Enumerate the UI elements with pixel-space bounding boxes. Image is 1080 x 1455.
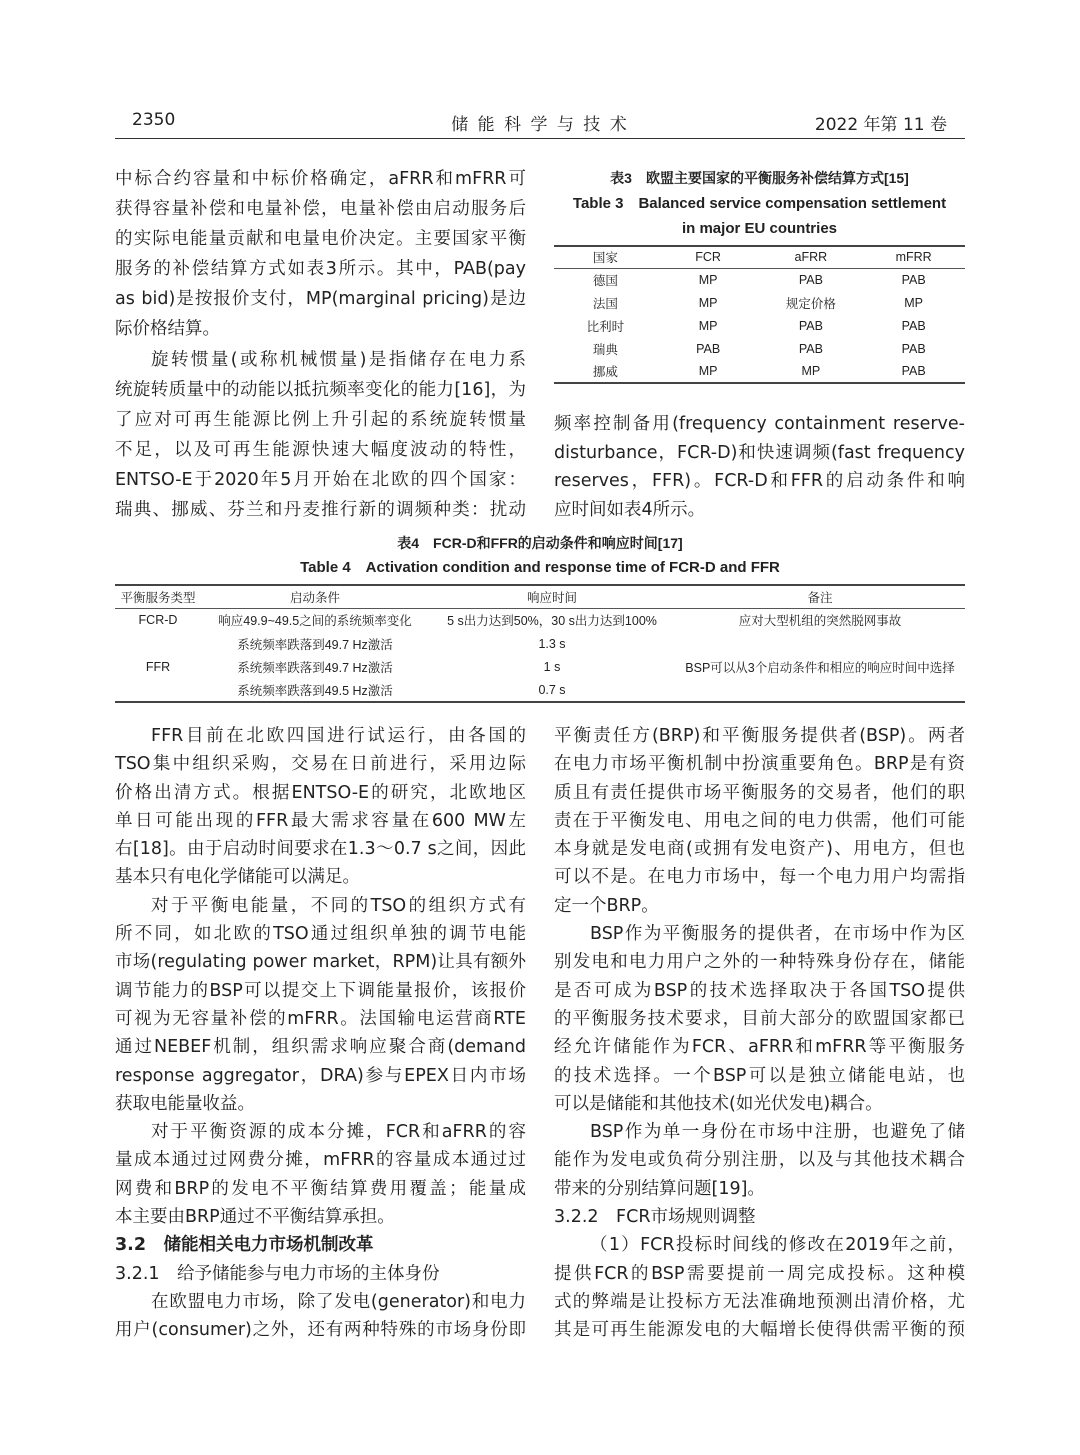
cell-note: 应对大型机组的突然脱网事故: [738, 614, 902, 629]
table-row: [554, 337, 965, 360]
table3-cell: PAB: [798, 341, 823, 356]
table3-cell: PAB: [798, 318, 823, 333]
table3-cell: MP: [801, 364, 821, 378]
header-rule: [115, 138, 965, 139]
table3-cell: MP: [904, 295, 923, 310]
table3-cell: MP: [698, 295, 718, 310]
text-line: 不足，以及可再生能源快速大幅度波动的特性，: [115, 439, 526, 460]
cell-condition: 系统频率跌落到49.7 Hz激活: [237, 637, 393, 652]
text-line: 别发电和电力用户之外的一种特殊身份存在，储能: [554, 952, 965, 973]
table4-caption-cn: 表4 FCR-D和FFR的启动条件和响应时间[17]: [397, 535, 683, 551]
table3-caption-cn: 表3 欧盟主要国家的平衡服务补偿结算方式[15]: [610, 170, 909, 186]
text-line: 服务的补偿结算方式如表3所示。其中，PAB(pay: [115, 259, 526, 280]
table3-cell: 德国: [592, 273, 618, 288]
text-line: 的平衡服务技术要求，目前大部分的欧盟国家都已: [554, 1008, 965, 1029]
text-line: 了应对可再生能源比例上升引起的系统旋转惯量: [115, 409, 526, 430]
right-column-top: [554, 410, 965, 525]
text-line: 经允许储能作为FCR、aFRR和mFRR等平衡服务: [554, 1037, 965, 1058]
table3-cell: MP: [698, 272, 718, 287]
section-heading: 3.2.2 FCR市场规则调整: [554, 1207, 756, 1228]
cell-type: FFR: [145, 659, 171, 674]
cell-response: 0.7 s: [538, 682, 566, 697]
table3-cell: PAB: [696, 341, 721, 356]
text-line: 式的弊端是让投标方无法准确地预测出清价格，尤: [554, 1291, 965, 1312]
issue-label: 2022 年第 11 卷: [814, 115, 947, 135]
text-line: 应时间如表4所示。: [554, 500, 706, 521]
page-number: 2350: [132, 110, 176, 130]
table4-header: 平衡服务类型: [120, 590, 196, 605]
table3-cell: PAB: [901, 364, 926, 378]
table3-cell: 挪威: [592, 365, 618, 379]
right-column-bottom: [554, 722, 965, 1345]
table3-cell: MP: [698, 318, 718, 333]
cell-condition: 响应49.9~49.5之间的系统频率变化: [218, 614, 412, 629]
table3-header-row: [554, 246, 965, 268]
journal-title: 储 能 科 学 与 技 术: [451, 115, 629, 135]
table3-cell: PAB: [901, 341, 926, 356]
table3-cell: 规定价格: [785, 296, 836, 311]
text-line: 网费和BRP的发电不平衡结算费用覆盖；能量成: [115, 1178, 526, 1199]
table4-header: 响应时间: [526, 590, 577, 605]
table3-cell: PAB: [901, 272, 926, 287]
table4-header: 备注: [807, 590, 833, 605]
text-line: TSO集中组织采购，交易在日前进行，采用边际: [115, 754, 526, 775]
text-line: 对于平衡资源的成本分摊，FCR和aFRR的容: [151, 1122, 526, 1143]
table-row: [554, 268, 965, 291]
table-row: [554, 314, 965, 337]
table3-cell: 比利时: [586, 319, 625, 334]
table3-caption-en: Table 3 Balanced service compensation settlement: [572, 195, 947, 212]
text-line: 单日可能出现的FFR最大需求容量在600 MW左: [115, 810, 526, 831]
text-line: 的实际电能量贡献和电量电价决定。主要国家平衡: [115, 229, 526, 250]
text-line: 本身就是发电商(或拥有发电资产)、用电方，但也: [554, 839, 965, 860]
text-line: 对于平衡电能量，不同的TSO的组织方式有: [151, 895, 526, 916]
text-line: 本主要由BRP通过不平衡结算承担。: [115, 1207, 395, 1228]
text-line: BSP作为单一身份在市场中注册，也避免了储: [590, 1122, 965, 1143]
text-line: 在欧盟电力市场，除了发电(generator)和电力: [151, 1291, 526, 1312]
text-line: 是否可成为BSP的技术选择取决于各国TSO提供: [554, 980, 965, 1001]
text-line: BSP作为平衡服务的提供者，在市场中作为区: [590, 924, 965, 945]
text-line: 瑞典、挪威、芬兰和丹麦推行新的调频种类：扰动: [115, 500, 526, 521]
text-line: 能作为发电或负荷分别注册，以及与其他技术耦合: [554, 1150, 965, 1171]
text-line: 市场(regulating power market，RPM)让具有额外: [115, 952, 526, 973]
cell-condition: 系统频率跌落到49.5 Hz激活: [237, 683, 393, 698]
left-column-top: [115, 164, 526, 525]
table-row: [115, 632, 965, 655]
text-line: 中标合约容量和中标价格确定，aFRR和mFRR可: [115, 169, 526, 189]
text-line: reserves，FFR)。FCR-D和FFR的启动条件和响: [554, 471, 965, 492]
table3-cell: MP: [698, 364, 718, 378]
text-line: response aggregator，DRA)参与EPEX日内市场: [115, 1065, 526, 1086]
text-line: （1）FCR投标时间线的修改在2019年之前，: [590, 1235, 965, 1256]
table3-header: 国家: [592, 251, 618, 266]
section-heading: 3.2 储能相关电力市场机制改革: [115, 1235, 374, 1256]
text-line: 的技术选择。一个BSP可以是独立储能电站，也: [554, 1065, 965, 1086]
text-line: 调节能力的BSP可以提交上下调能量报价，该报价: [115, 980, 526, 1001]
table3-caption-en-2: in major EU countries: [681, 220, 838, 237]
table4: [115, 584, 965, 703]
text-line: 用户(consumer)之外，还有两种特殊的市场身份即: [115, 1320, 526, 1341]
table3-header: mFRR: [895, 250, 932, 265]
cell-response: 1 s: [543, 659, 561, 674]
text-line: 旋转惯量(或称机械惯量)是指储存在电力系: [151, 349, 526, 370]
text-line: 基本只有电化学储能可以满足。: [115, 867, 360, 888]
text-line: 其是可再生能源发电的大幅增长使得供需平衡的预: [554, 1320, 965, 1341]
table3-cell: 瑞典: [592, 342, 618, 357]
table3-header: aFRR: [794, 250, 828, 265]
text-line: 在电力市场平衡机制中扮演重要角色。BRP是有资: [554, 754, 965, 775]
cell-note: BSP可以从3个启动条件和相应的响应时间中选择: [685, 660, 955, 675]
table3: [554, 245, 965, 384]
text-line: as bid)是按报价支付，MP(marginal pricing)是边: [115, 289, 526, 310]
section-heading: 3.2.1 给予储能参与电力市场的主体身份: [115, 1263, 440, 1284]
text-line: 提供FCR的BSP需要提前一周完成投标。这种模: [554, 1263, 965, 1284]
cell-response: 1.3 s: [538, 636, 566, 651]
table3-cell: PAB: [798, 272, 823, 287]
text-line: ENTSO-E于2020年5月开始在北欧的四个国家：: [115, 469, 526, 490]
table-row: [554, 291, 965, 314]
text-line: 责在于平衡发电、用电之间的电力供需，他们可能: [554, 810, 965, 831]
text-line: 量成本通过过网费分摊，mFRR的容量成本通过过: [115, 1150, 526, 1171]
table3-cell: 法国: [592, 296, 618, 311]
text-line: 所不同，如北欧的TSO通过组织单独的调节电能: [115, 924, 526, 945]
cell-type: FCR-D: [138, 613, 178, 628]
text-line: 可以不是。在电力市场中，每一个电力用户均需指: [554, 867, 965, 888]
text-line: 频率控制备用(frequency containment reserve-: [554, 414, 965, 434]
text-line: 平衡责任方(BRP)和平衡服务提供者(BSP)。两者: [554, 726, 965, 746]
text-line: 定一个BRP。: [554, 895, 659, 916]
cell-condition: 系统频率跌落到49.7 Hz激活: [237, 660, 393, 675]
text-line: 获得容量补偿和电量补偿，电量补偿由启动服务后: [115, 199, 526, 220]
table4-caption-en: Table 4 Activation condition and response time of FCR-D and FFR: [300, 559, 780, 576]
text-line: 际价格结算。: [115, 319, 220, 340]
table4-header: 启动条件: [289, 590, 340, 605]
cell-response: 5 s出力达到50%，30 s出力达到100%: [447, 614, 657, 629]
text-line: 价格出清方式。根据ENTSO-E的研究，北欧地区: [115, 782, 526, 803]
text-line: 质且有责任提供市场平衡服务的交易者，他们的职: [554, 782, 965, 803]
text-line: 右[18]。由于启动时间要求在1.3～0.7 s之间，因此: [115, 839, 526, 860]
text-line: 带来的分别结算问题[19]。: [554, 1178, 765, 1199]
left-column-bottom: [115, 722, 526, 1345]
table3-header: FCR: [695, 250, 721, 265]
text-line: disturbance，FCR-D)和快速调频(fast frequency: [554, 442, 965, 463]
table-row: [115, 608, 965, 632]
text-line: 可以是储能和其他技术(如光伏发电)耦合。: [554, 1093, 883, 1114]
text-line: 通过NEBEF机制，组织需求响应聚合商(demand: [115, 1037, 526, 1058]
text-line: 可视为无容量补偿的mFRR。法国输电运营商RTE: [115, 1008, 526, 1029]
table3-cell: PAB: [901, 318, 926, 333]
text-line: 统旋转质量中的动能以抵抗频率变化的能力[16]，为: [115, 379, 526, 400]
text-line: FFR目前在北欧四国进行试运行，由各国的: [151, 726, 526, 746]
table-row: [554, 360, 965, 383]
text-line: 获取电能量收益。: [115, 1093, 255, 1114]
